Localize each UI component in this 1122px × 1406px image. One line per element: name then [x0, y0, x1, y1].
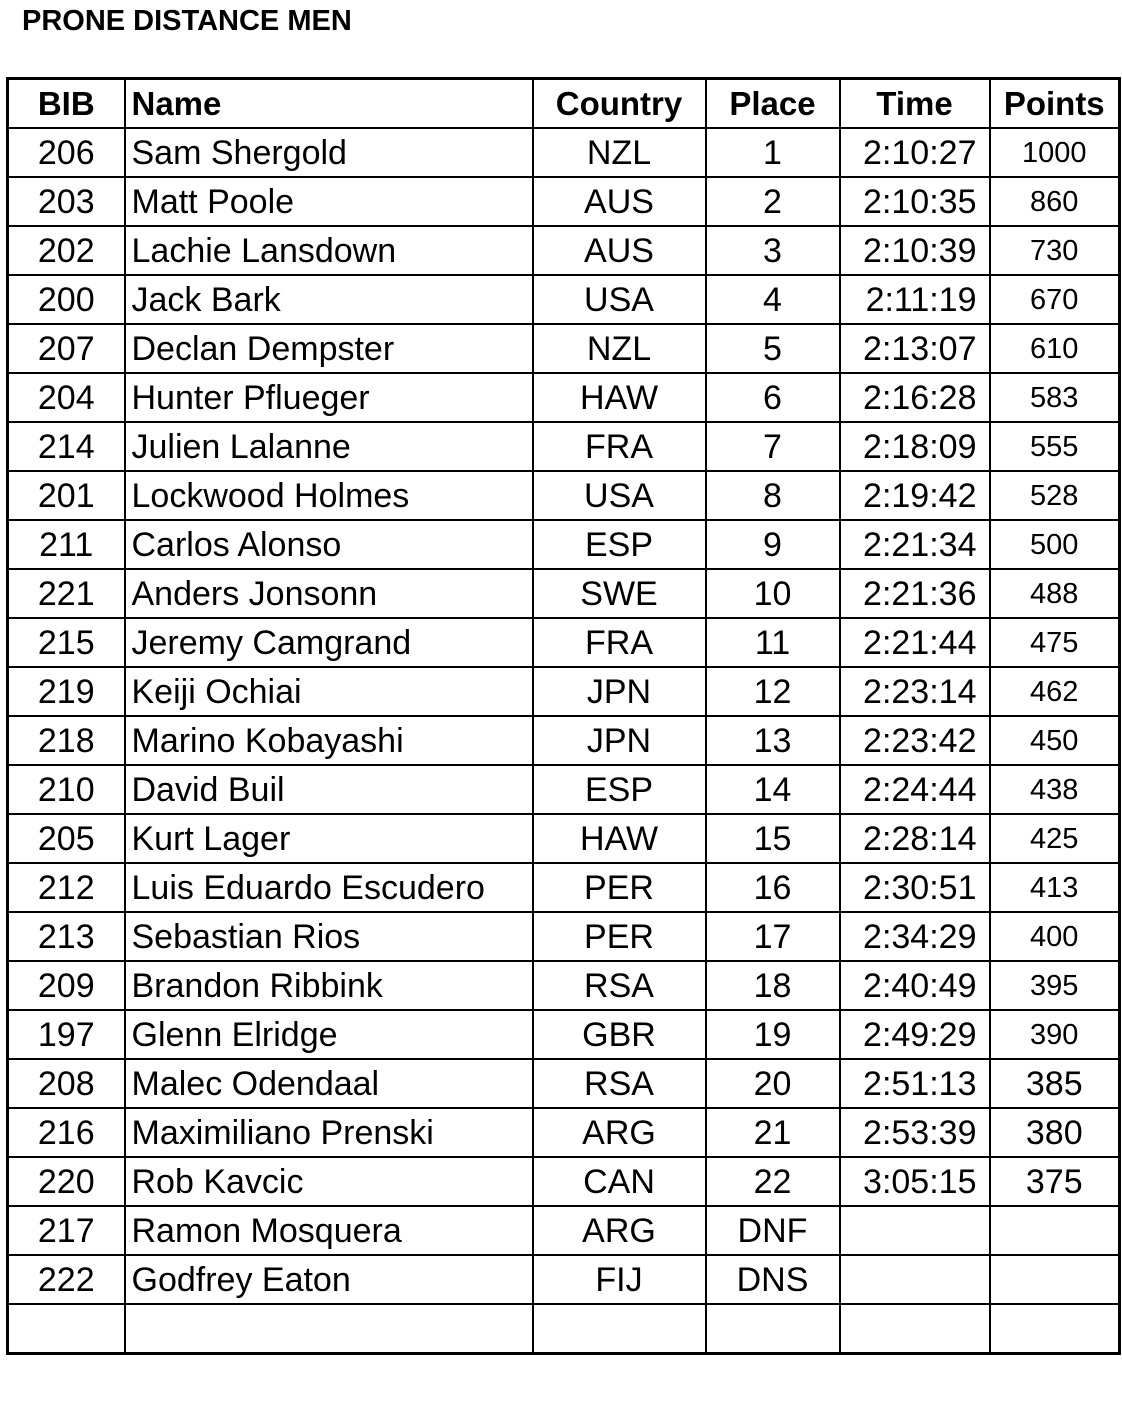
cell-points: 528	[990, 471, 1120, 520]
cell-country: USA	[533, 471, 706, 520]
cell-place: 5	[706, 324, 840, 373]
cell-points: 390	[990, 1010, 1120, 1059]
cell-points: 670	[990, 275, 1120, 324]
cell-bib: 208	[8, 1059, 125, 1108]
column-header-points: Points	[990, 79, 1120, 129]
cell-name: Glenn Elridge	[125, 1010, 533, 1059]
cell-time: 2:24:44	[840, 765, 990, 814]
cell-country: FRA	[533, 422, 706, 471]
cell-place: 21	[706, 1108, 840, 1157]
cell-country: ARG	[533, 1206, 706, 1255]
cell-bib: 211	[8, 520, 125, 569]
cell-name: Jeremy Camgrand	[125, 618, 533, 667]
cell-place: 3	[706, 226, 840, 275]
page-title: PRONE DISTANCE MEN	[22, 5, 352, 37]
cell-name: Rob Kavcic	[125, 1157, 533, 1206]
cell-name: Godfrey Eaton	[125, 1255, 533, 1304]
table-row	[8, 1157, 1120, 1206]
cell-bib: 214	[8, 422, 125, 471]
table-row	[8, 1206, 1120, 1255]
cell-points: 395	[990, 961, 1120, 1010]
cell-bib: 206	[8, 128, 125, 177]
cell-name: Declan Dempster	[125, 324, 533, 373]
cell-time: 2:13:07	[840, 324, 990, 373]
cell-time: 2:23:42	[840, 716, 990, 765]
cell-bib: 209	[8, 961, 125, 1010]
cell-place: 12	[706, 667, 840, 716]
cell-time: 2:16:28	[840, 373, 990, 422]
cell-points	[990, 1255, 1120, 1304]
table-row	[8, 618, 1120, 667]
cell-name: Lockwood Holmes	[125, 471, 533, 520]
cell-points: 380	[990, 1108, 1120, 1157]
cell-name: Kurt Lager	[125, 814, 533, 863]
cell-bib: 210	[8, 765, 125, 814]
cell-bib: 197	[8, 1010, 125, 1059]
cell-name: Matt Poole	[125, 177, 533, 226]
cell-bib: 204	[8, 373, 125, 422]
cell-points: 860	[990, 177, 1120, 226]
column-header-bib: BIB	[8, 79, 125, 129]
cell-points	[990, 1304, 1120, 1354]
cell-time: 2:19:42	[840, 471, 990, 520]
cell-place: 10	[706, 569, 840, 618]
table-row	[8, 569, 1120, 618]
cell-time: 2:28:14	[840, 814, 990, 863]
cell-place: 9	[706, 520, 840, 569]
header-row	[8, 79, 1120, 129]
cell-time	[840, 1304, 990, 1354]
cell-time: 2:10:35	[840, 177, 990, 226]
cell-bib: 213	[8, 912, 125, 961]
cell-time: 2:23:14	[840, 667, 990, 716]
cell-bib: 202	[8, 226, 125, 275]
cell-place: 14	[706, 765, 840, 814]
cell-place: 18	[706, 961, 840, 1010]
table-row	[8, 373, 1120, 422]
cell-name: Malec Odendaal	[125, 1059, 533, 1108]
table-row	[8, 814, 1120, 863]
cell-time: 2:10:27	[840, 128, 990, 177]
cell-place: 22	[706, 1157, 840, 1206]
table-row	[8, 912, 1120, 961]
cell-bib: 215	[8, 618, 125, 667]
cell-place: 13	[706, 716, 840, 765]
cell-bib: 218	[8, 716, 125, 765]
cell-country: USA	[533, 275, 706, 324]
cell-bib: 212	[8, 863, 125, 912]
cell-country: PER	[533, 863, 706, 912]
table-row	[8, 1108, 1120, 1157]
cell-name: Lachie Lansdown	[125, 226, 533, 275]
cell-points: 385	[990, 1059, 1120, 1108]
table-row	[8, 128, 1120, 177]
cell-name: Julien Lalanne	[125, 422, 533, 471]
cell-name: Hunter Pflueger	[125, 373, 533, 422]
table-row	[8, 275, 1120, 324]
column-header-name: Name	[125, 79, 533, 129]
cell-bib: 217	[8, 1206, 125, 1255]
cell-name: Luis Eduardo Escudero	[125, 863, 533, 912]
table-row	[8, 863, 1120, 912]
cell-points: 425	[990, 814, 1120, 863]
cell-time: 2:30:51	[840, 863, 990, 912]
cell-place: 6	[706, 373, 840, 422]
cell-time	[840, 1206, 990, 1255]
cell-country: FIJ	[533, 1255, 706, 1304]
cell-bib: 222	[8, 1255, 125, 1304]
cell-country: HAW	[533, 373, 706, 422]
cell-name: David Buil	[125, 765, 533, 814]
cell-points: 438	[990, 765, 1120, 814]
cell-country: NZL	[533, 128, 706, 177]
cell-name: Anders Jonsonn	[125, 569, 533, 618]
cell-bib: 219	[8, 667, 125, 716]
cell-time: 2:18:09	[840, 422, 990, 471]
cell-points: 413	[990, 863, 1120, 912]
cell-place: 19	[706, 1010, 840, 1059]
cell-name: Carlos Alonso	[125, 520, 533, 569]
column-header-country: Country	[533, 79, 706, 129]
cell-time: 2:51:13	[840, 1059, 990, 1108]
cell-country: RSA	[533, 1059, 706, 1108]
cell-points: 610	[990, 324, 1120, 373]
cell-bib: 221	[8, 569, 125, 618]
cell-bib: 207	[8, 324, 125, 373]
cell-place: 16	[706, 863, 840, 912]
cell-country: JPN	[533, 716, 706, 765]
table-row	[8, 324, 1120, 373]
table-row	[8, 667, 1120, 716]
table-row	[8, 1255, 1120, 1304]
column-header-time: Time	[840, 79, 990, 129]
cell-time	[840, 1255, 990, 1304]
cell-bib: 203	[8, 177, 125, 226]
cell-place: 1	[706, 128, 840, 177]
cell-place: DNS	[706, 1255, 840, 1304]
cell-points: 730	[990, 226, 1120, 275]
cell-country: FRA	[533, 618, 706, 667]
cell-time: 2:11:19	[840, 275, 990, 324]
cell-place	[706, 1304, 840, 1354]
cell-time: 2:49:29	[840, 1010, 990, 1059]
cell-country: CAN	[533, 1157, 706, 1206]
cell-country: NZL	[533, 324, 706, 373]
column-header-place: Place	[706, 79, 840, 129]
cell-time: 2:21:44	[840, 618, 990, 667]
cell-time: 2:21:34	[840, 520, 990, 569]
cell-country: SWE	[533, 569, 706, 618]
cell-place: 17	[706, 912, 840, 961]
cell-place: 15	[706, 814, 840, 863]
cell-points: 488	[990, 569, 1120, 618]
cell-place: 11	[706, 618, 840, 667]
cell-country: JPN	[533, 667, 706, 716]
cell-country: ESP	[533, 520, 706, 569]
cell-time: 2:34:29	[840, 912, 990, 961]
cell-country: RSA	[533, 961, 706, 1010]
cell-country	[533, 1304, 706, 1354]
cell-points: 450	[990, 716, 1120, 765]
cell-place: 7	[706, 422, 840, 471]
cell-name	[125, 1304, 533, 1354]
cell-country: HAW	[533, 814, 706, 863]
cell-name: Marino Kobayashi	[125, 716, 533, 765]
cell-bib: 201	[8, 471, 125, 520]
cell-place: 2	[706, 177, 840, 226]
table-row	[8, 1304, 1120, 1354]
cell-country: GBR	[533, 1010, 706, 1059]
cell-name: Jack Bark	[125, 275, 533, 324]
cell-points: 462	[990, 667, 1120, 716]
table-row	[8, 422, 1120, 471]
cell-country: AUS	[533, 226, 706, 275]
table-row	[8, 177, 1120, 226]
cell-points: 1000	[990, 128, 1120, 177]
cell-bib: 220	[8, 1157, 125, 1206]
cell-time: 2:21:36	[840, 569, 990, 618]
cell-points: 583	[990, 373, 1120, 422]
cell-country: AUS	[533, 177, 706, 226]
table-row	[8, 1059, 1120, 1108]
cell-name: Sam Shergold	[125, 128, 533, 177]
cell-bib: 216	[8, 1108, 125, 1157]
table-row	[8, 471, 1120, 520]
cell-country: ESP	[533, 765, 706, 814]
cell-name: Maximiliano Prenski	[125, 1108, 533, 1157]
cell-bib	[8, 1304, 125, 1354]
cell-name: Ramon Mosquera	[125, 1206, 533, 1255]
cell-place: DNF	[706, 1206, 840, 1255]
table-row	[8, 1010, 1120, 1059]
cell-points: 400	[990, 912, 1120, 961]
cell-place: 8	[706, 471, 840, 520]
cell-place: 20	[706, 1059, 840, 1108]
cell-country: PER	[533, 912, 706, 961]
cell-name: Sebastian Rios	[125, 912, 533, 961]
cell-time: 2:10:39	[840, 226, 990, 275]
table-row	[8, 226, 1120, 275]
cell-name: Brandon Ribbink	[125, 961, 533, 1010]
cell-points: 375	[990, 1157, 1120, 1206]
cell-bib: 205	[8, 814, 125, 863]
cell-points: 555	[990, 422, 1120, 471]
cell-place: 4	[706, 275, 840, 324]
results-body	[8, 128, 1120, 1354]
cell-time: 2:40:49	[840, 961, 990, 1010]
cell-points: 500	[990, 520, 1120, 569]
cell-bib: 200	[8, 275, 125, 324]
table-row	[8, 961, 1120, 1010]
cell-time: 3:05:15	[840, 1157, 990, 1206]
cell-name: Keiji Ochiai	[125, 667, 533, 716]
results-table	[6, 77, 1121, 1355]
table-row	[8, 765, 1120, 814]
table-row	[8, 716, 1120, 765]
cell-time: 2:53:39	[840, 1108, 990, 1157]
cell-points: 475	[990, 618, 1120, 667]
cell-country: ARG	[533, 1108, 706, 1157]
table-row	[8, 520, 1120, 569]
cell-points	[990, 1206, 1120, 1255]
